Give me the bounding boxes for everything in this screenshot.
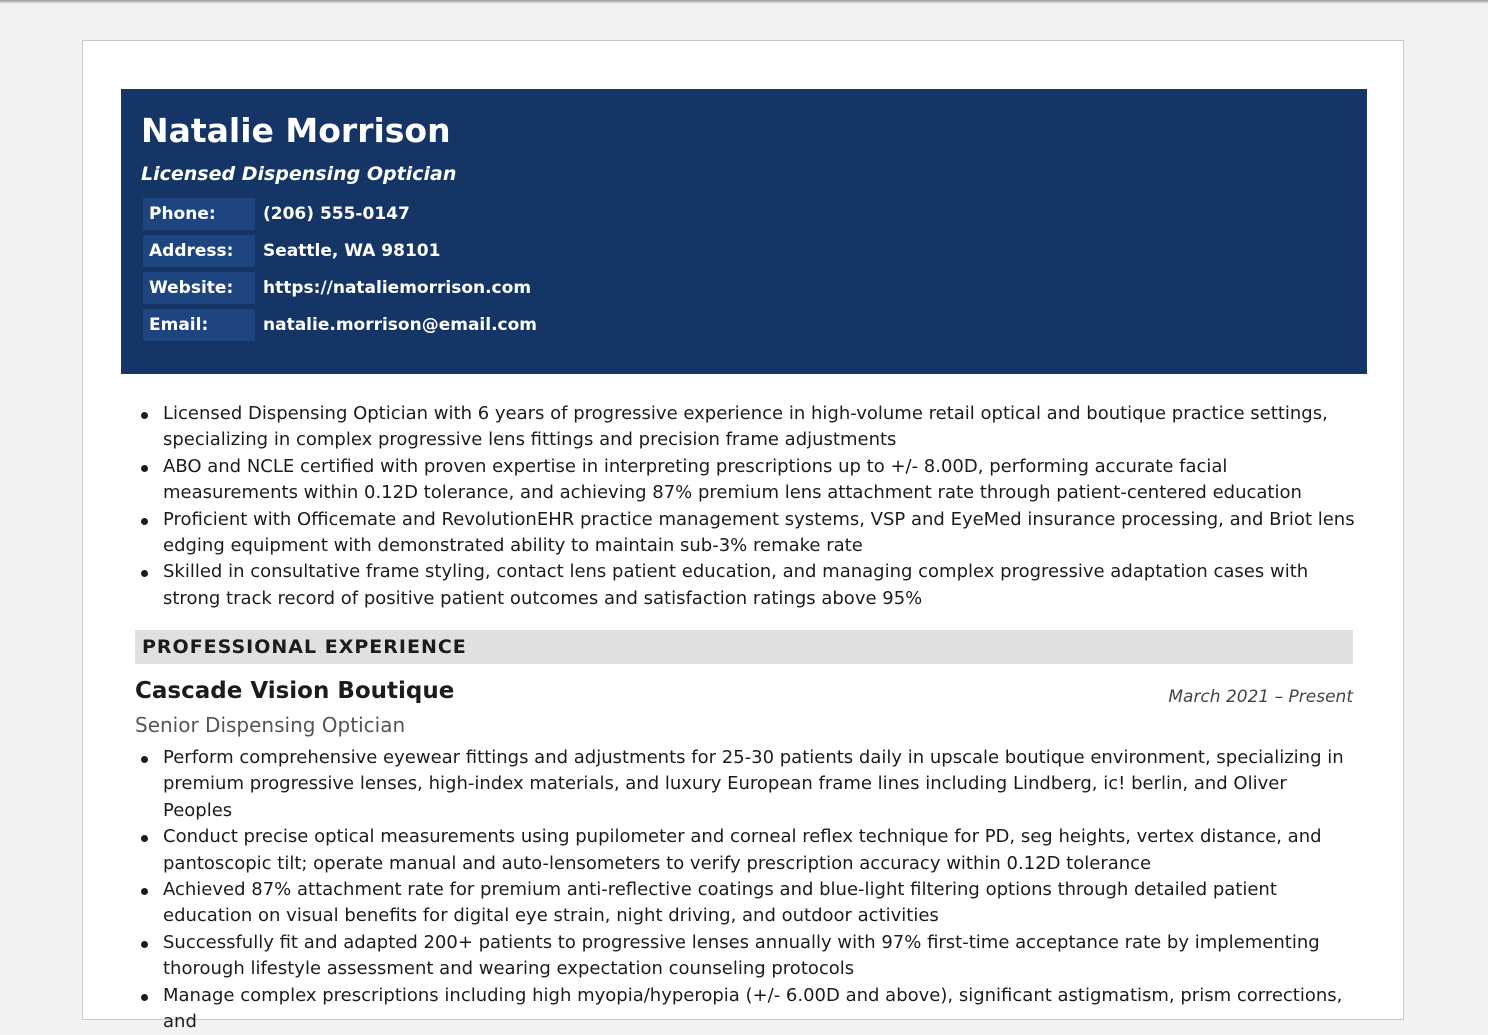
bullet-icon: [141, 756, 148, 763]
contact-row-website: [143, 272, 543, 304]
summary-item: Skilled in consultative frame styling, contact lens patient education, and managing complex progressive adaptation cases with strong track record of positive patient outcomes and satisfaction ratings above 95%: [135, 559, 1357, 612]
job-role: Senior Dispensing Optician: [135, 713, 406, 737]
contact-website: https://nataliemorrison.com: [263, 278, 532, 298]
contact-label: Address:: [143, 235, 255, 267]
bullet-icon: [141, 518, 148, 525]
job-bullets: [135, 745, 1353, 1035]
job-entry: [135, 675, 1353, 1035]
contact-phone: (206) 555-0147: [263, 204, 410, 224]
company-name: Cascade Vision Boutique: [135, 678, 455, 704]
job-bullet: Manage complex prescriptions including high myopia/hyperopia (+/- 6.00D and above), significant astigmatism, prism corrections, and: [135, 983, 1353, 1035]
job-bullet: Achieved 87% attachment rate for premium anti-reflective coatings and blue-light filtering options through detailed patient education on visual benefits for digital eye strain, night driving, and outdoor activities: [135, 877, 1353, 930]
resume-header: [121, 89, 1367, 374]
contact-row-phone: [143, 198, 543, 230]
summary-item: Licensed Dispensing Optician with 6 years of progressive experience in high-volume retail optical and boutique practice settings, specializing in complex progressive lens fittings and precision frame adjustments: [135, 401, 1357, 454]
summary-item: Proficient with Officemate and RevolutionEHR practice management systems, VSP and EyeMed insurance processing, and Briot lens edging equipment with demonstrated ability to maintain sub-3% remake rate: [135, 507, 1357, 560]
bullet-icon: [141, 994, 148, 1001]
bullet-icon: [141, 570, 148, 577]
job-bullet: Conduct precise optical measurements using pupilometer and corneal reflex technique for PD, seg heights, vertex distance, and pantoscopic tilt; operate manual and auto-lensometers to verify prescription accuracy within 0.12D tolerance: [135, 824, 1353, 877]
candidate-title: Licensed Dispensing Optician: [141, 163, 457, 185]
bullet-icon: [141, 835, 148, 842]
job-dates: March 2021 – Present: [1168, 687, 1353, 707]
bullet-icon: [141, 941, 148, 948]
summary-item: ABO and NCLE certified with proven expertise in interpreting prescriptions up to +/- 8.00D, performing accurate facial measurements within 0.12D tolerance, and achieving 87% premium lens attachment rate through patient-centered education: [135, 454, 1357, 507]
summary-section: [135, 401, 1357, 612]
contact-label: Email:: [143, 309, 255, 341]
experience-section-header: [135, 630, 1353, 664]
contact-label: Phone:: [143, 198, 255, 230]
contact-row-email: [143, 309, 543, 341]
resume-page: [82, 40, 1404, 1033]
contact-row-address: [143, 235, 543, 267]
section-title: PROFESSIONAL EXPERIENCE: [142, 636, 467, 658]
bullet-icon: [141, 412, 148, 419]
window-top-shadow: [0, 0, 1488, 4]
summary-list: [135, 401, 1357, 612]
candidate-name: Natalie Morrison: [141, 111, 451, 150]
job-bullet: Perform comprehensive eyewear fittings and adjustments for 25-30 patients daily in upscale boutique environment, specializing in premium progressive lenses, high-index materials, and luxury European frame lines including Lindberg, ic! berlin, and Oliver Peoples: [135, 745, 1353, 824]
contact-label: Website:: [143, 272, 255, 304]
bullet-icon: [141, 888, 148, 895]
bullet-icon: [141, 465, 148, 472]
job-bullet: Successfully fit and adapted 200+ patients to progressive lenses annually with 97% first-time acceptance rate by implementing thorough lifestyle assessment and wearing expectation counseling protocols: [135, 930, 1353, 983]
contact-address: Seattle, WA 98101: [263, 241, 441, 261]
contact-email: natalie.morrison@email.com: [263, 315, 538, 335]
contact-table: [141, 193, 545, 346]
